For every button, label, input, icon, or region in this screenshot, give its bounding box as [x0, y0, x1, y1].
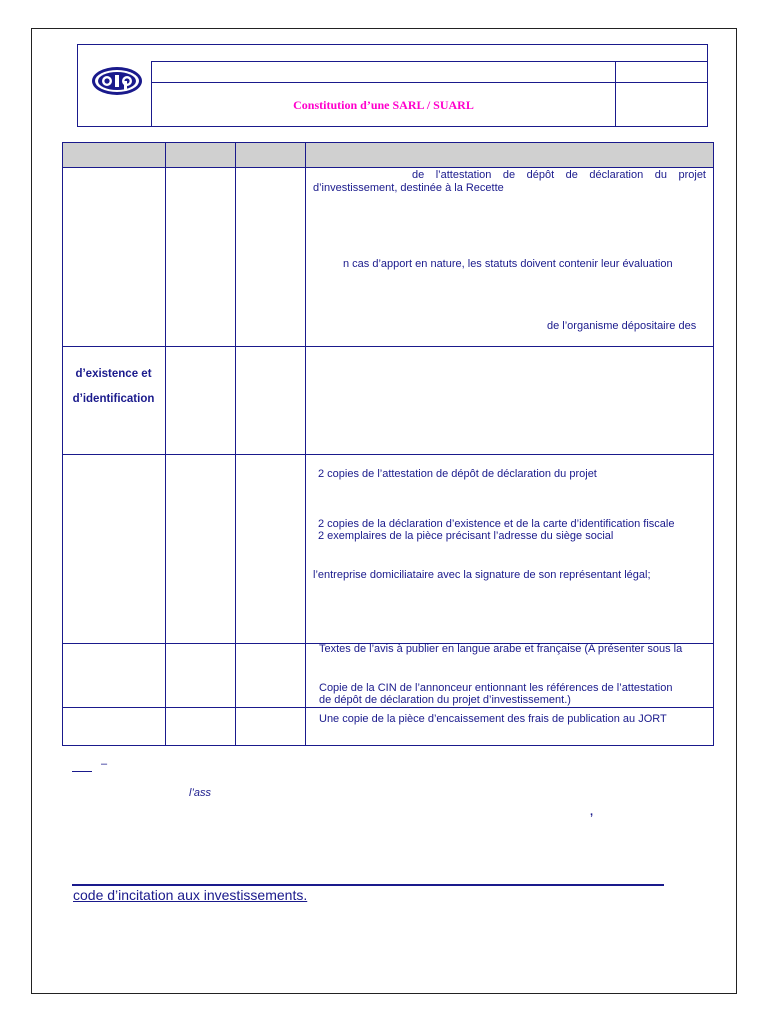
row3-line2: 2 copies de la déclaration d’existence et de la carte d’identification fiscale	[318, 518, 675, 530]
code-link-text: code d’incitation aux investissements.	[73, 887, 308, 903]
text-fragment: l’ass	[189, 787, 212, 799]
section-rule	[72, 884, 664, 886]
dash-mark: –	[101, 758, 108, 770]
row4-line2: Copie de la CIN de l’annonceur entionnant les références de l’attestation	[319, 682, 673, 694]
row1-line3: n cas d’apport en nature, les statuts doivent contenir leur évaluation	[343, 258, 673, 270]
row5-line1: Une copie de la pièce d’encaissement des frais de publication au JORT	[319, 713, 667, 725]
short-underline	[72, 771, 92, 772]
cip-logo-icon	[91, 65, 143, 97]
row3-line1: 2 copies de l’attestation de dépôt de déclaration du projet	[318, 468, 597, 480]
row3-line4: l’entreprise domiciliataire avec la signature de son représentant légal;	[313, 569, 651, 581]
comma-mark: ,	[590, 806, 594, 818]
table-header-row	[62, 142, 714, 167]
requirements-table	[62, 142, 714, 746]
row4-line1: Textes de l’avis à publier en langue arabe et française (A présenter sous la	[319, 643, 683, 655]
row3-line3: 2 exemplaires de la pièce précisant l’adresse du siège social	[318, 530, 614, 542]
row1-line2: d’investissement, destinée à la Recette	[313, 182, 504, 194]
document-title: Constitution d’une SARL / SUARL	[293, 98, 474, 112]
row1-line4: de l’organisme dépositaire des	[547, 320, 697, 332]
row4-line3: de dépôt de déclaration du projet d’investissement.)	[319, 694, 571, 706]
document-header	[77, 44, 708, 127]
row2-category-line1: d’existence et	[75, 368, 152, 380]
row2-category-line2: d’identification	[72, 393, 155, 405]
row1-line1: de l’attestation de dépôt de déclaration du projet	[412, 169, 706, 181]
